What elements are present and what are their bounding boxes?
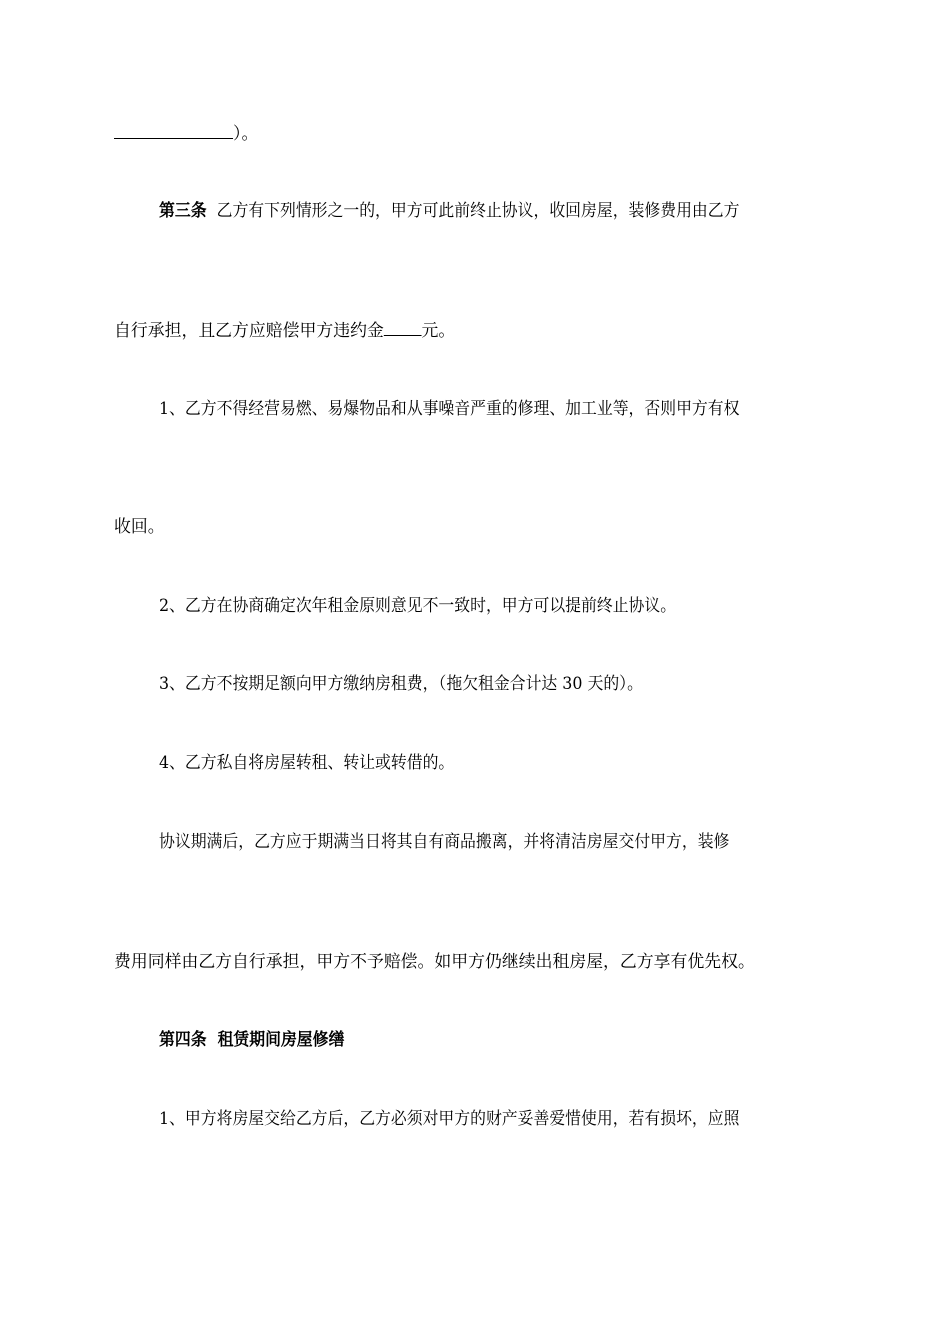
article-4-title: 租赁期间房屋修缮 — [217, 1030, 345, 1050]
blank-field — [114, 120, 233, 139]
article-3-line-2 — [114, 317, 858, 343]
item-1-line-1: 1、乙方不得经营易燃、易爆物品和从事噪音严重的修理、加工业等，否则甲方有权 — [159, 399, 740, 419]
item-1-line-2: 收回。 — [114, 517, 165, 537]
expiry-line-2: 费用同样由乙方自行承担，甲方不予赔偿。如甲方仍继续出租房屋，乙方享有优先权。 — [114, 952, 755, 972]
article-4-item-1: 1、甲方将房屋交给乙方后，乙方必须对甲方的财产妥善爱惜使用，若有损坏，应照 — [159, 1109, 740, 1129]
article-4-heading: 第四条 — [159, 1030, 207, 1050]
article-3-line-1 — [159, 199, 858, 223]
article-3-text-post: 元。 — [421, 321, 456, 341]
penalty-amount-blank — [384, 317, 422, 336]
item-4: 4、乙方私自将房屋转租、转让或转借的。 — [159, 753, 455, 773]
continuation-line — [114, 120, 858, 146]
article-4-heading-line — [159, 1028, 858, 1052]
item-3: 3、乙方不按期足额向甲方缴纳房租费，（拖欠租金合计达 30 天的）。 — [159, 674, 643, 694]
article-3-heading: 第三条 — [159, 201, 207, 221]
article-3-text: 乙方有下列情形之一的，甲方可此前终止协议，收回房屋，装修费用由乙方 — [216, 201, 740, 221]
article-3-text-pre: 自行承担，且乙方应赔偿甲方违约金 — [114, 321, 384, 341]
item-2: 2、乙方在协商确定次年租金原则意见不一致时，甲方可以提前终止协议。 — [159, 596, 677, 616]
expiry-line-1: 协议期满后，乙方应于期满当日将其自有商品搬离，并将清洁房屋交付甲方，装修 — [159, 832, 730, 852]
closing-paren-text: ）。 — [233, 124, 259, 144]
